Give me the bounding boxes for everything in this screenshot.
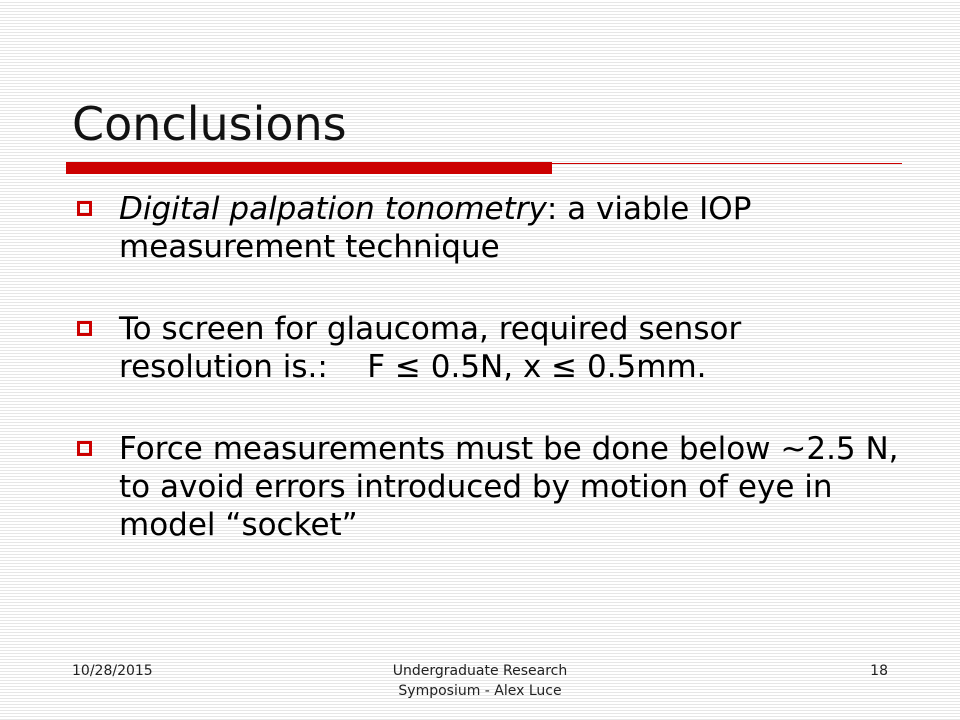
title-underline-thin xyxy=(552,163,902,164)
footer-presenter-line2: Symposium - Alex Luce xyxy=(398,683,562,699)
footer-presenter-line1: Undergraduate Research xyxy=(392,663,568,679)
bullet-item xyxy=(72,310,902,386)
bullet-rest-text: : a viable IOP measurement technique xyxy=(119,191,752,265)
page-number: 18 xyxy=(870,663,888,679)
bullet-text: To screen for glaucoma, required sensor resolution is.: F ≤ 0.5N, x ≤ 0.5mm. xyxy=(119,311,752,385)
bullet-text xyxy=(119,190,902,266)
hollow-square-bullet-icon xyxy=(77,441,92,456)
footer-date: 10/28/2015 xyxy=(72,663,153,679)
hollow-square-bullet-icon xyxy=(77,201,92,216)
bullet-italic-term: Digital palpation tonometry xyxy=(119,191,547,227)
bullet-item xyxy=(72,190,902,266)
footer-presenter xyxy=(330,661,630,701)
bullet-list xyxy=(72,190,902,588)
bullet-text: Force measurements must be done below ~2.5 N, to avoid errors introduced by motion of eye in model “socket” xyxy=(119,431,899,543)
bullet-item xyxy=(72,430,902,544)
slide-title: Conclusions xyxy=(72,97,347,151)
title-underline-accent xyxy=(66,162,552,174)
hollow-square-bullet-icon xyxy=(77,321,92,336)
